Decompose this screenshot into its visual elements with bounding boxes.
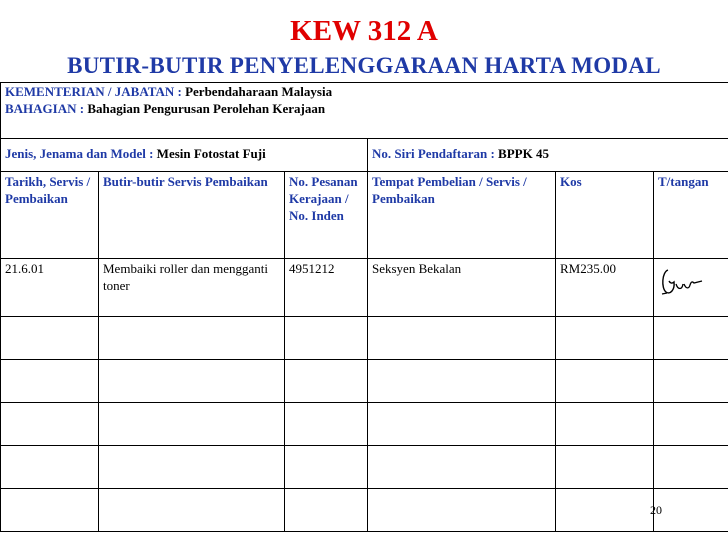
table-row xyxy=(1,403,728,446)
form-code-title: KEW 312 A xyxy=(290,15,438,47)
table-row xyxy=(1,489,728,532)
cell-cost: RM235.00 xyxy=(556,259,654,317)
cell-order-no: 4951212 xyxy=(285,259,368,317)
division-value: Bahagian Pengurusan Perolehan Kerajaan xyxy=(87,101,326,116)
division-label: BAHAGIAN : xyxy=(5,101,85,116)
registration-cell xyxy=(368,139,728,172)
table-row xyxy=(1,317,728,360)
registration-value: BPPK 45 xyxy=(498,146,549,161)
column-header-place: Tempat Pembelian / Servis / Pembaikan xyxy=(368,172,556,259)
table-row xyxy=(1,360,728,403)
column-header-order-no: No. Pesanan Kerajaan / No. Inden xyxy=(285,172,368,259)
ministry-label: KEMENTERIAN / JABATAN : xyxy=(5,84,182,99)
cell-date: 21.6.01 xyxy=(1,259,99,317)
column-header-date: Tarikh, Servis / Pembaikan xyxy=(1,172,99,259)
cell-signature xyxy=(654,259,728,317)
ministry-value: Perbendaharaan Malaysia xyxy=(185,84,333,99)
column-header-signature: T/tangan xyxy=(654,172,728,259)
asset-type-value: Mesin Fotostat Fuji xyxy=(156,146,266,161)
maintenance-table xyxy=(0,82,728,532)
handwritten-signature-icon xyxy=(658,264,714,298)
asset-type-label: Jenis, Jenama dan Model : xyxy=(5,146,154,161)
table-row xyxy=(1,446,728,489)
table-row xyxy=(1,259,728,317)
asset-type-cell xyxy=(1,139,368,172)
cell-details: Membaiki roller dan mengganti toner xyxy=(99,259,285,317)
registration-label: No. Siri Pendaftaran : xyxy=(372,146,495,161)
ministry-division-cell xyxy=(1,83,728,139)
cell-place: Seksyen Bekalan xyxy=(368,259,556,317)
column-header-details: Butir-butir Servis Pembaikan xyxy=(99,172,285,259)
page-number: 20 xyxy=(650,503,662,517)
form-subtitle: BUTIR-BUTIR PENYELENGGARAAN HARTA MODAL xyxy=(67,53,661,78)
column-header-cost: Kos xyxy=(556,172,654,259)
